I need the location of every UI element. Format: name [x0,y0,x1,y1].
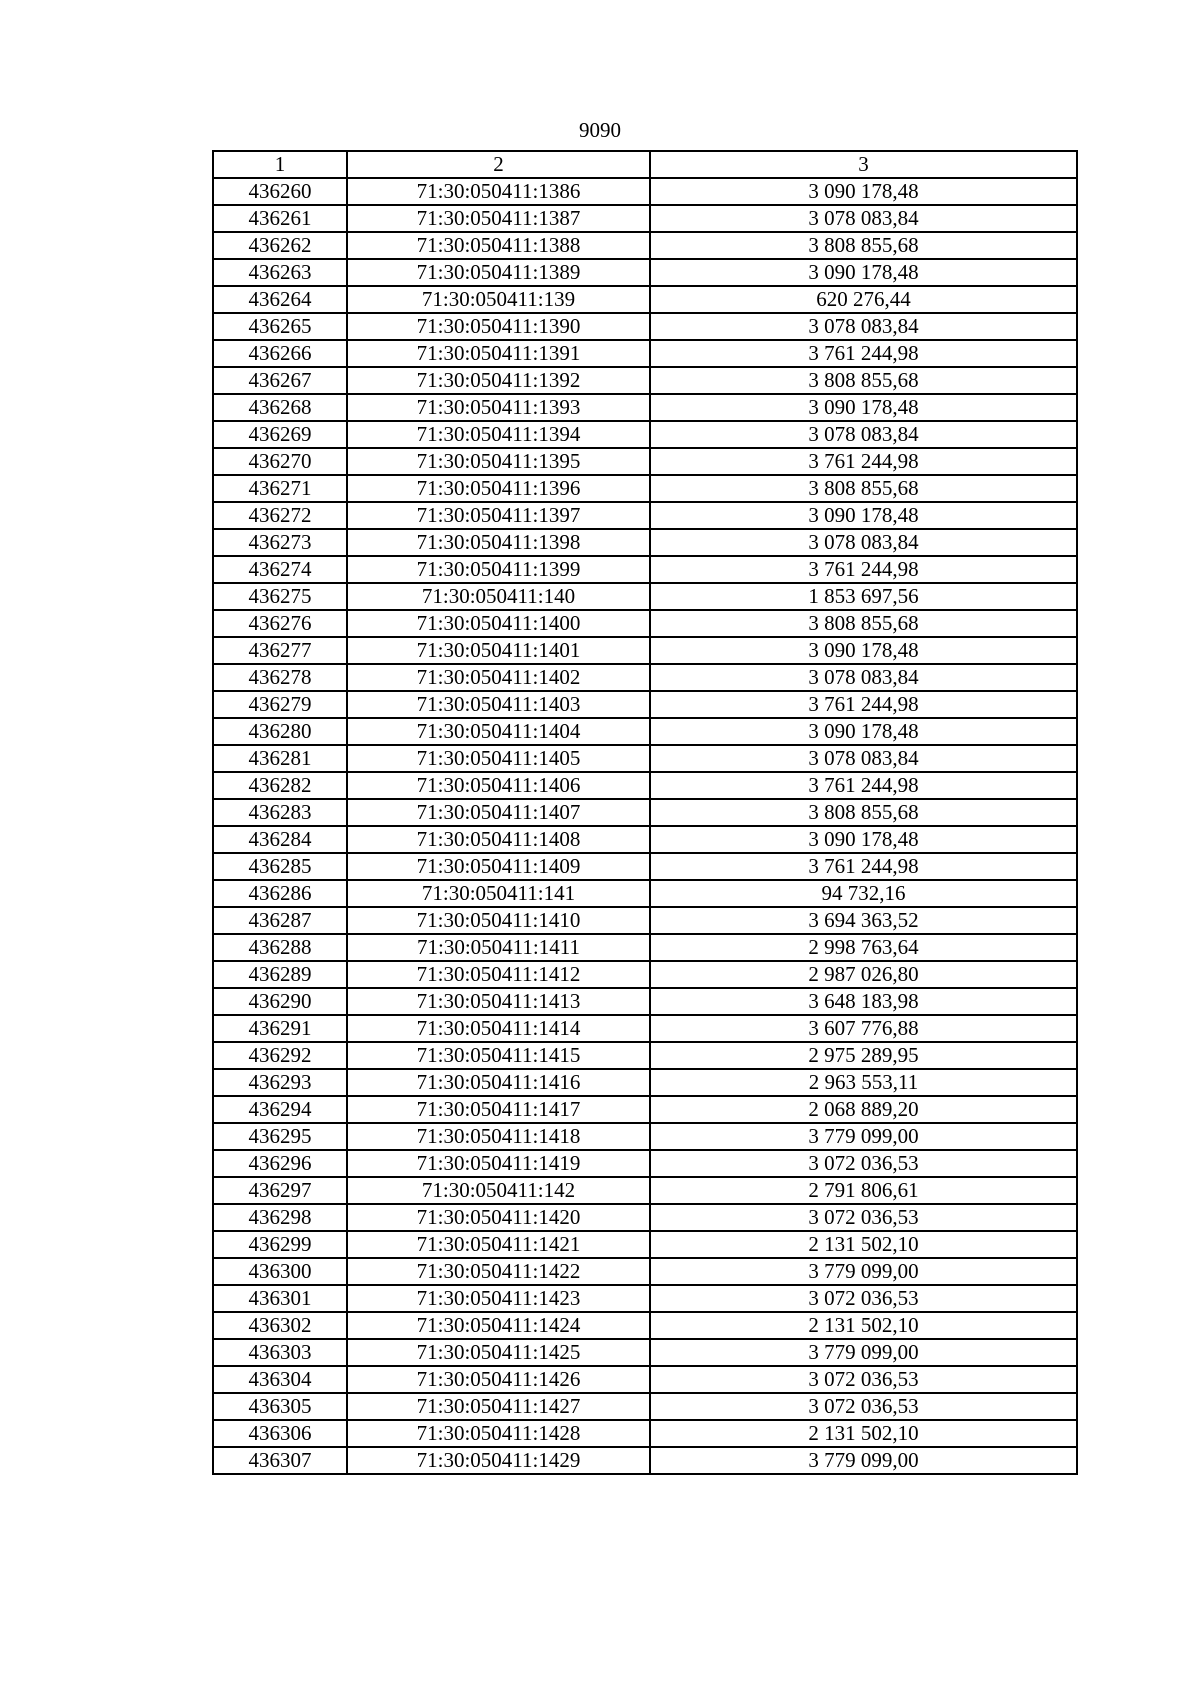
value-cell: 3 761 244,98 [650,691,1077,718]
cadastral-number-cell: 71:30:050411:1429 [347,1447,650,1474]
cadastral-number-cell: 71:30:050411:1425 [347,1339,650,1366]
value-cell: 2 963 553,11 [650,1069,1077,1096]
table-row [213,1285,1077,1312]
row-number-cell: 436289 [213,961,347,988]
row-number-cell: 436284 [213,826,347,853]
table-row [213,1069,1077,1096]
table-row [213,664,1077,691]
row-number-cell: 436265 [213,313,347,340]
value-cell: 2 131 502,10 [650,1231,1077,1258]
table-row [213,178,1077,205]
row-number-cell: 436303 [213,1339,347,1366]
cadastral-number-cell: 71:30:050411:1386 [347,178,650,205]
value-cell: 2 998 763,64 [650,934,1077,961]
cadastral-number-cell: 71:30:050411:141 [347,880,650,907]
cadastral-number-cell: 71:30:050411:1424 [347,1312,650,1339]
header-row [213,151,1077,178]
value-cell: 3 090 178,48 [650,502,1077,529]
table-row [213,205,1077,232]
table-row [213,691,1077,718]
cadastral-number-cell: 71:30:050411:1399 [347,556,650,583]
value-cell: 3 090 178,48 [650,637,1077,664]
cadastral-number-cell: 71:30:050411:1428 [347,1420,650,1447]
row-number-cell: 436304 [213,1366,347,1393]
cadastral-number-cell: 71:30:050411:1388 [347,232,650,259]
cadastral-number-cell: 71:30:050411:1387 [347,205,650,232]
table-row [213,475,1077,502]
row-number-cell: 436267 [213,367,347,394]
cadastral-number-cell: 71:30:050411:1389 [347,259,650,286]
row-number-cell: 436278 [213,664,347,691]
cadastral-number-cell: 71:30:050411:1404 [347,718,650,745]
table-row [213,745,1077,772]
value-cell: 3 090 178,48 [650,826,1077,853]
value-cell: 3 072 036,53 [650,1204,1077,1231]
value-cell: 3 078 083,84 [650,313,1077,340]
cadastral-number-cell: 71:30:050411:1412 [347,961,650,988]
row-number-cell: 436271 [213,475,347,502]
cadastral-number-cell: 71:30:050411:1405 [347,745,650,772]
table-row [213,313,1077,340]
cadastral-number-cell: 71:30:050411:1421 [347,1231,650,1258]
cadastral-number-cell: 71:30:050411:1407 [347,799,650,826]
cadastral-number-cell: 71:30:050411:1418 [347,1123,650,1150]
row-number-cell: 436261 [213,205,347,232]
row-number-cell: 436300 [213,1258,347,1285]
value-cell: 2 131 502,10 [650,1420,1077,1447]
value-cell: 3 808 855,68 [650,232,1077,259]
row-number-cell: 436306 [213,1420,347,1447]
table-row [213,1447,1077,1474]
row-number-cell: 436272 [213,502,347,529]
value-cell: 3 779 099,00 [650,1258,1077,1285]
row-number-cell: 436288 [213,934,347,961]
table-row [213,556,1077,583]
row-number-cell: 436291 [213,1015,347,1042]
cadastral-number-cell: 71:30:050411:1417 [347,1096,650,1123]
value-cell: 3 078 083,84 [650,421,1077,448]
page-number: 9090 [579,118,621,142]
value-cell: 3 761 244,98 [650,556,1077,583]
cadastral-number-cell: 71:30:050411:1415 [347,1042,650,1069]
value-cell: 3 761 244,98 [650,448,1077,475]
row-number-cell: 436279 [213,691,347,718]
table-row [213,1096,1077,1123]
table-row [213,718,1077,745]
cadastral-number-cell: 71:30:050411:1398 [347,529,650,556]
table-row [213,421,1077,448]
row-number-cell: 436262 [213,232,347,259]
table-row [213,1393,1077,1420]
value-cell: 2 791 806,61 [650,1177,1077,1204]
row-number-cell: 436307 [213,1447,347,1474]
table-row [213,286,1077,313]
value-cell: 3 078 083,84 [650,529,1077,556]
table-row [213,826,1077,853]
cadastral-number-cell: 71:30:050411:1410 [347,907,650,934]
cadastral-number-cell: 71:30:050411:139 [347,286,650,313]
value-cell: 3 808 855,68 [650,610,1077,637]
table-row [213,1042,1077,1069]
value-cell: 3 779 099,00 [650,1339,1077,1366]
table-row [213,610,1077,637]
row-number-cell: 436295 [213,1123,347,1150]
table-row [213,988,1077,1015]
table-row [213,1339,1077,1366]
row-number-cell: 436296 [213,1150,347,1177]
table-row [213,772,1077,799]
value-cell: 3 072 036,53 [650,1366,1077,1393]
value-cell: 94 732,16 [650,880,1077,907]
table-row [213,259,1077,286]
header-cell-1: 1 [213,151,347,178]
cadastral-number-cell: 71:30:050411:1403 [347,691,650,718]
cadastral-number-cell: 71:30:050411:1411 [347,934,650,961]
table-row [213,1204,1077,1231]
cadastral-number-cell: 71:30:050411:1427 [347,1393,650,1420]
cadastral-number-cell: 71:30:050411:1396 [347,475,650,502]
row-number-cell: 436264 [213,286,347,313]
table-row [213,1123,1077,1150]
value-cell: 1 853 697,56 [650,583,1077,610]
row-number-cell: 436276 [213,610,347,637]
header-cell-3: 3 [650,151,1077,178]
row-number-cell: 436299 [213,1231,347,1258]
table-row [213,1420,1077,1447]
table-row [213,853,1077,880]
cadastral-number-cell: 71:30:050411:1390 [347,313,650,340]
table-row [213,367,1077,394]
row-number-cell: 436270 [213,448,347,475]
cadastral-number-cell: 71:30:050411:1426 [347,1366,650,1393]
row-number-cell: 436274 [213,556,347,583]
cadastral-number-cell: 71:30:050411:1394 [347,421,650,448]
table-row [213,961,1077,988]
table-row [213,394,1077,421]
row-number-cell: 436269 [213,421,347,448]
cadastral-number-cell: 71:30:050411:1406 [347,772,650,799]
cadastral-number-cell: 71:30:050411:1393 [347,394,650,421]
value-cell: 2 131 502,10 [650,1312,1077,1339]
cadastral-number-cell: 71:30:050411:1420 [347,1204,650,1231]
cadastral-number-cell: 71:30:050411:1416 [347,1069,650,1096]
table-header [213,151,1077,178]
row-number-cell: 436297 [213,1177,347,1204]
value-cell: 3 808 855,68 [650,475,1077,502]
cadastral-number-cell: 71:30:050411:1395 [347,448,650,475]
value-cell: 2 987 026,80 [650,961,1077,988]
value-cell: 3 072 036,53 [650,1285,1077,1312]
table-row [213,907,1077,934]
table-row [213,529,1077,556]
cadastral-number-cell: 71:30:050411:1400 [347,610,650,637]
row-number-cell: 436305 [213,1393,347,1420]
table-row [213,583,1077,610]
row-number-cell: 436298 [213,1204,347,1231]
row-number-cell: 436290 [213,988,347,1015]
value-cell: 2 068 889,20 [650,1096,1077,1123]
cadastral-number-cell: 71:30:050411:1413 [347,988,650,1015]
table-row [213,448,1077,475]
cadastral-number-cell: 71:30:050411:142 [347,1177,650,1204]
value-cell: 3 648 183,98 [650,988,1077,1015]
value-cell: 3 694 363,52 [650,907,1077,934]
row-number-cell: 436260 [213,178,347,205]
table-body [213,178,1077,1474]
cadastral-number-cell: 71:30:050411:1422 [347,1258,650,1285]
value-cell: 620 276,44 [650,286,1077,313]
row-number-cell: 436286 [213,880,347,907]
table-row [213,934,1077,961]
table-row [213,1258,1077,1285]
row-number-cell: 436273 [213,529,347,556]
cadastral-number-cell: 71:30:050411:1408 [347,826,650,853]
header-cell-2: 2 [347,151,650,178]
table-row [213,1015,1077,1042]
value-cell: 3 078 083,84 [650,745,1077,772]
value-cell: 3 761 244,98 [650,340,1077,367]
table-row [213,1231,1077,1258]
value-cell: 3 808 855,68 [650,799,1077,826]
cadastral-number-cell: 71:30:050411:1397 [347,502,650,529]
row-number-cell: 436287 [213,907,347,934]
table-row [213,502,1077,529]
cadastral-number-cell: 71:30:050411:140 [347,583,650,610]
table-row [213,1177,1077,1204]
table-row [213,1366,1077,1393]
value-cell: 3 761 244,98 [650,853,1077,880]
row-number-cell: 436302 [213,1312,347,1339]
value-cell: 3 779 099,00 [650,1447,1077,1474]
row-number-cell: 436275 [213,583,347,610]
value-cell: 3 072 036,53 [650,1393,1077,1420]
value-cell: 3 761 244,98 [650,772,1077,799]
table-row [213,232,1077,259]
value-cell: 3 607 776,88 [650,1015,1077,1042]
value-cell: 3 090 178,48 [650,259,1077,286]
row-number-cell: 436263 [213,259,347,286]
table-row [213,637,1077,664]
row-number-cell: 436285 [213,853,347,880]
row-number-cell: 436266 [213,340,347,367]
table-row [213,1312,1077,1339]
table-row [213,799,1077,826]
value-cell: 3 779 099,00 [650,1123,1077,1150]
table-row [213,340,1077,367]
row-number-cell: 436268 [213,394,347,421]
row-number-cell: 436281 [213,745,347,772]
row-number-cell: 436294 [213,1096,347,1123]
cadastral-number-cell: 71:30:050411:1401 [347,637,650,664]
cadastral-number-cell: 71:30:050411:1409 [347,853,650,880]
row-number-cell: 436283 [213,799,347,826]
data-table [212,150,1078,1475]
value-cell: 3 078 083,84 [650,205,1077,232]
cadastral-number-cell: 71:30:050411:1423 [347,1285,650,1312]
value-cell: 3 072 036,53 [650,1150,1077,1177]
row-number-cell: 436301 [213,1285,347,1312]
row-number-cell: 436282 [213,772,347,799]
row-number-cell: 436292 [213,1042,347,1069]
cadastral-number-cell: 71:30:050411:1402 [347,664,650,691]
cadastral-number-cell: 71:30:050411:1392 [347,367,650,394]
value-cell: 2 975 289,95 [650,1042,1077,1069]
row-number-cell: 436280 [213,718,347,745]
cadastral-number-cell: 71:30:050411:1414 [347,1015,650,1042]
row-number-cell: 436293 [213,1069,347,1096]
cadastral-number-cell: 71:30:050411:1391 [347,340,650,367]
table-row [213,1150,1077,1177]
value-cell: 3 808 855,68 [650,367,1077,394]
value-cell: 3 090 178,48 [650,178,1077,205]
value-cell: 3 090 178,48 [650,394,1077,421]
value-cell: 3 090 178,48 [650,718,1077,745]
row-number-cell: 436277 [213,637,347,664]
table-row [213,880,1077,907]
value-cell: 3 078 083,84 [650,664,1077,691]
cadastral-number-cell: 71:30:050411:1419 [347,1150,650,1177]
